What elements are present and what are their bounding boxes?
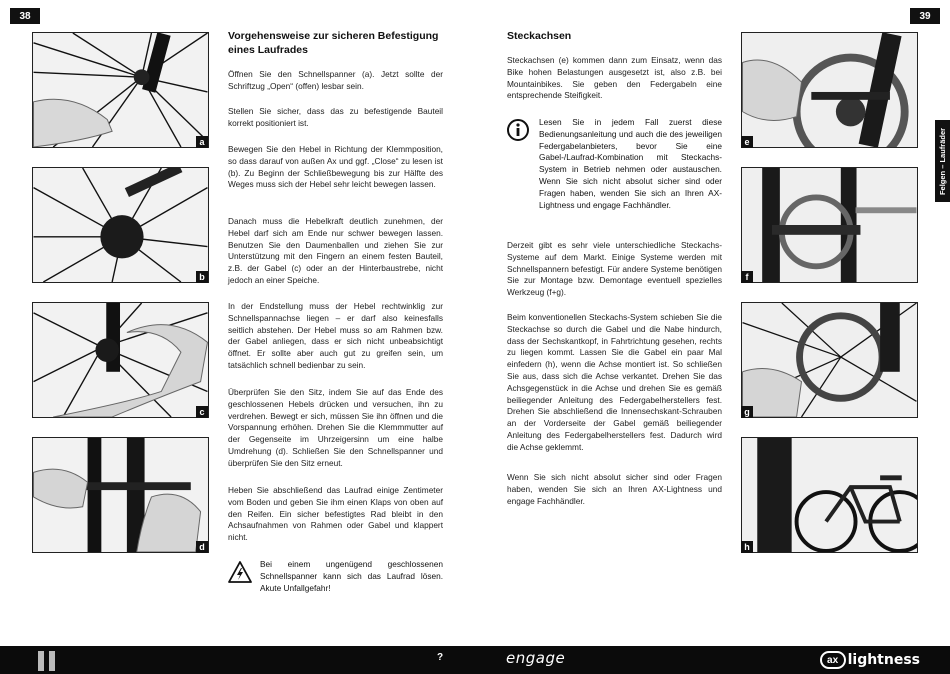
- right-paragraph-4: Wenn Sie sich nicht absolut sicher sind oder Fragen haben, wenden Sie sich an Ihren AX-Lightness und engage Fachhändler.: [507, 472, 722, 506]
- left-paragraph-1: Öffnen Sie den Schnellspanner (a). Jetzt sollte der Schriftzug „Open“ (offen) lesbar sein.: [228, 69, 443, 91]
- photo-label-f: f: [741, 271, 753, 283]
- quick-release-image: [33, 168, 208, 282]
- photo-e: [741, 32, 918, 148]
- footer-bar: [0, 646, 950, 674]
- left-paragraph-5: In der Endstellung muss der Hebel rechtwinklig zur Schnellspannachse liegen – er darf also keinesfalls seitlich abstehen. Der Hebel muss so am Rahmen bzw. der Gabel anliegen, dass er sich nicht unbeabsichtigt öffnet. Er sollte aber auch gut zu greifen sein, um tatsächlich schnell bedienbar zu sein.: [228, 301, 443, 370]
- section-tab-label: Felgen – Laufräder: [938, 127, 948, 195]
- mountain-bike-image: [742, 438, 917, 552]
- thru-axle-image: [742, 33, 917, 147]
- clamp-nut-image: [33, 438, 208, 552]
- left-paragraph-4: Danach muss die Hebelkraft deutlich zunehmen, der Hebel darf sich am Ende nur schwer bewegen lassen. Benutzen Sie den Daumenballen und ziehen Sie zur Unterstützung mit den Fingern an einem festen Bauteil, z.B. der Gabel (c) oder an der Hinterbaustrebe, nicht jedoch an einer Speiche.: [228, 216, 443, 285]
- warning-text: Bei einem ungenügend geschlossenen Schnellspanner kann sich das Laufrad lösen. Akute Unfallgefahr!: [260, 559, 443, 593]
- photo-a: [32, 32, 209, 148]
- engage-logo: engage: [506, 649, 566, 667]
- axle-tool-image: [742, 168, 917, 282]
- right-paragraph-1: Steckachsen (e) kommen dann zum Einsatz, wenn das Bike hohen Belastungen ausgesetzt ist, also z.B. bei Mountainbikes. Sie geben den Federgabeln eine entsprechende Steifigkeit.: [507, 55, 722, 101]
- photo-label-e: e: [741, 136, 753, 148]
- photo-h: [741, 437, 918, 553]
- warning-icon: [228, 561, 252, 583]
- left-paragraph-7: Heben Sie abschließend das Laufrad einige Zentimeter vom Boden und geben Sie ihm einen Klaps von oben auf den Reifen. Ein sicher befestigtes Rad bleibt in den Achsaufnahmen von Rahmen oder Gabel und klappert nicht.: [228, 485, 443, 543]
- photo-f: [741, 167, 918, 283]
- photo-label-c: c: [196, 406, 208, 418]
- right-heading: Steckachsen: [507, 30, 572, 42]
- footer-bars-graphic: [38, 651, 60, 674]
- photo-label-d: d: [196, 541, 208, 553]
- left-paragraph-3: Bewegen Sie den Hebel in Richtung der Klemmposition, so dass darauf von außen Ax und ggf. „Close“ zu lesen ist (b). Zu Beginn der Schließbewegung bis zur Hälfte des Weges muss sich der Hebel sehr leicht bewegen lassen.: [228, 144, 443, 190]
- photo-b: [32, 167, 209, 283]
- left-paragraph-2: Stellen Sie sicher, dass das zu befestigende Bauteil korrekt positioniert ist.: [228, 106, 443, 128]
- footer-center-mark: ?: [437, 652, 444, 663]
- photo-label-h: h: [741, 541, 753, 553]
- page-number-right: 39: [910, 8, 940, 24]
- photo-g: [741, 302, 918, 418]
- wheel-spokes-image: [33, 33, 208, 147]
- right-paragraph-2: Derzeit gibt es sehr viele unterschiedliche Steckachs-Systeme auf dem Markt. Einige Systeme werden mit Schnellspannern befestigt. Für andere Systeme benötigen Sie zur Montage bzw. Demontage eventuell spezielles Werkzeug (f+g).: [507, 240, 722, 298]
- lever-closing-image: [33, 303, 208, 417]
- photo-d: [32, 437, 209, 553]
- left-heading: Vorgehensweise zur sicheren Befestigung eines Laufrades: [228, 30, 439, 56]
- info-icon: [507, 119, 529, 141]
- photo-label-g: g: [741, 406, 753, 418]
- ax-logo-mark: ax: [820, 651, 846, 669]
- section-tab: [935, 120, 950, 202]
- photo-label-b: b: [196, 271, 208, 283]
- brake-disc-image: [742, 303, 917, 417]
- logo-text: lightness: [847, 652, 920, 668]
- photo-c: [32, 302, 209, 418]
- axlightness-logo: [820, 651, 920, 669]
- left-paragraph-6: Überprüfen Sie den Sitz, indem Sie auf das Ende des geschlossenen Hebels drücken und versuchen, ihn zu verdrehen. Bewegt er sich, müssen Sie ihn öffnen und die Vorspannung erhöhen. Drehen Sie die Klemmmutter auf der Gegenseite im Uhrzeigersinn um eine halbe Umdrehung (d). Schließen Sie den Schnellspanner und überprüfen Sie den Sitz erneut.: [228, 387, 443, 468]
- info-note-text: Lesen Sie in jedem Fall zuerst diese Bedienungsanleitung und auch die des jeweiligen Federgabelanbieters, bevor Sie eine Gabel-/Laufrad-Kombination mit Steckachs-System in Betrieb nehmen oder austauschen. Wenn Sie sich nicht absolut sicher sind oder Fragen haben, wenden Sie sich an Ihren AX-Lightness und engage Fachhändler.: [539, 117, 722, 210]
- page-number-left: 38: [10, 8, 40, 24]
- photo-label-a: a: [196, 136, 208, 148]
- right-paragraph-3: Beim konventionellen Steckachs-System schieben Sie die Steckachse so durch die Gabel und die Nabe hindurch, dass der Sechskantkopf, in Fahrtrichtung gesehen, rechts zu liegen kommt. Lassen Sie die Gabel ein paar Mal einfedern (h), wenn die Achse montiert ist. So schließen Sie aus, dass sich die Achse verkantet. Drehen Sie das Achsgegenstück in die Achse und drehen Sie es gemäß beiliegender Anleitung des Federgabelherstellers fest. Drehen Sie abschließend die Innensechskant-Schrauben an der Vorderseite der Gabel gemäß beiliegender Anleitung des Federgabelherstellers fest. Dadurch wird die Achse geklemmt.: [507, 312, 722, 452]
